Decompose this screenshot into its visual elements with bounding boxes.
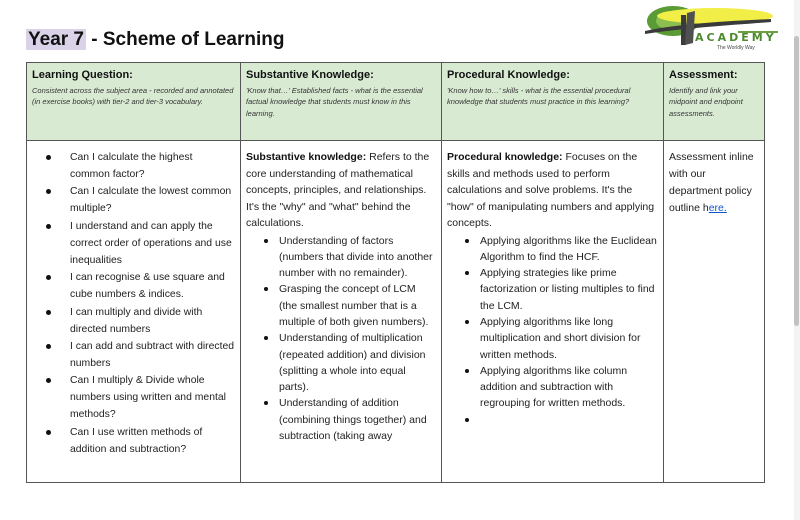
list-item: Applying algorithms like the Euclidean Algorithm to find the HCF.	[465, 233, 658, 266]
page-title	[26, 29, 284, 51]
list-item: Can I calculate the highest common factor?	[46, 149, 235, 183]
assessment-body: Assessment inline with our department policy outline	[669, 151, 754, 214]
list-item: Can I use written methods of addition and subtraction?	[46, 424, 235, 458]
column-description: 'Know that…' Established facts - what is the essential factual knowledge that students must know in this learning.	[246, 86, 423, 118]
column-title: Substantive Knowledge:	[246, 69, 374, 81]
learning-questions-list	[32, 149, 235, 458]
list-item: I can multiply and divide with directed numbers	[46, 304, 235, 338]
list-item: Understanding of addition (combining things together) and subtraction (taking away	[264, 395, 436, 444]
title-rest: - Scheme of Learning	[86, 29, 285, 50]
substantive-knowledge-cell	[241, 141, 442, 483]
header-assessment	[664, 63, 765, 141]
list-item: I understand and can apply the correct order of operations and use inequalities	[46, 218, 235, 269]
scrollbar-thumb[interactable]	[794, 36, 799, 326]
list-item: Applying algorithms like column addition and subtraction with regrouping for written methods.	[465, 363, 658, 412]
procedural-intro	[447, 149, 658, 232]
column-title: Learning Question:	[32, 69, 133, 81]
procedural-list	[447, 233, 658, 428]
title-year: Year 7	[28, 29, 84, 50]
header-substantive-knowledge	[241, 63, 442, 141]
list-item-empty	[465, 412, 658, 428]
procedural-lead: Procedural knowledge:	[447, 151, 563, 163]
learning-questions-cell	[27, 141, 241, 483]
column-description: 'Know how to…' skills - what is the essential procedural knowledge that students must practice in this learning?	[447, 86, 631, 107]
procedural-knowledge-cell	[442, 141, 664, 483]
logo-tagline: The Worldly Way	[717, 45, 755, 51]
list-item: Applying strategies like prime factorization or listing multiples to find the LCM.	[465, 265, 658, 314]
logo-name: ACADEMY	[695, 31, 777, 44]
substantive-intro	[246, 149, 436, 232]
list-item: Can I calculate the lowest common multiple?	[46, 183, 235, 217]
list-item: Understanding of factors (numbers that divide into another number with no remainder).	[264, 233, 436, 282]
list-item: Can I multiply & Divide whole numbers using written and mental methods?	[46, 372, 235, 423]
academy-logo	[643, 3, 783, 55]
substantive-list	[246, 233, 436, 445]
assessment-policy-link[interactable]: ere.	[708, 202, 727, 214]
substantive-lead: Substantive knowledge:	[246, 151, 367, 163]
assessment-cell	[664, 141, 765, 483]
list-item: Understanding of multiplication (repeated addition) and division (splitting a whole into equal parts).	[264, 330, 436, 395]
table-header-row	[27, 63, 765, 141]
column-description: Identify and link your midpoint and endpoint assessments.	[669, 86, 743, 118]
list-item: I can add and subtract with directed numbers	[46, 338, 235, 372]
column-title: Assessment:	[669, 69, 738, 81]
list-item: Applying algorithms like long multiplication and short division for written methods.	[465, 314, 658, 363]
header-learning-question	[27, 63, 241, 141]
substantive-intro-text: Refers to the core understanding of mathematical concepts, principles, and relationships. It's the "why" and "what" behind the calculations.	[246, 151, 430, 229]
table-body-row	[27, 141, 765, 483]
column-title: Procedural Knowledge:	[447, 69, 570, 81]
scheme-of-learning-table	[26, 62, 765, 483]
list-item: Grasping the concept of LCM (the smallest number that is a multiple of both given numbers).	[264, 281, 436, 330]
assessment-text	[669, 149, 759, 217]
assessment-link-prefix: h	[702, 202, 709, 214]
header-procedural-knowledge	[442, 63, 664, 141]
list-item: I can recognise & use square and cube numbers & indices.	[46, 269, 235, 303]
procedural-intro-text: Focuses on the skills and methods used to perform calculations and solve problems. It's the "how" of manipulating numbers and applying concepts.	[447, 151, 655, 229]
column-description: Consistent across the subject area - recorded and annotated (in exercise books) with tier-2 and tier-3 vocabulary.	[32, 86, 234, 107]
